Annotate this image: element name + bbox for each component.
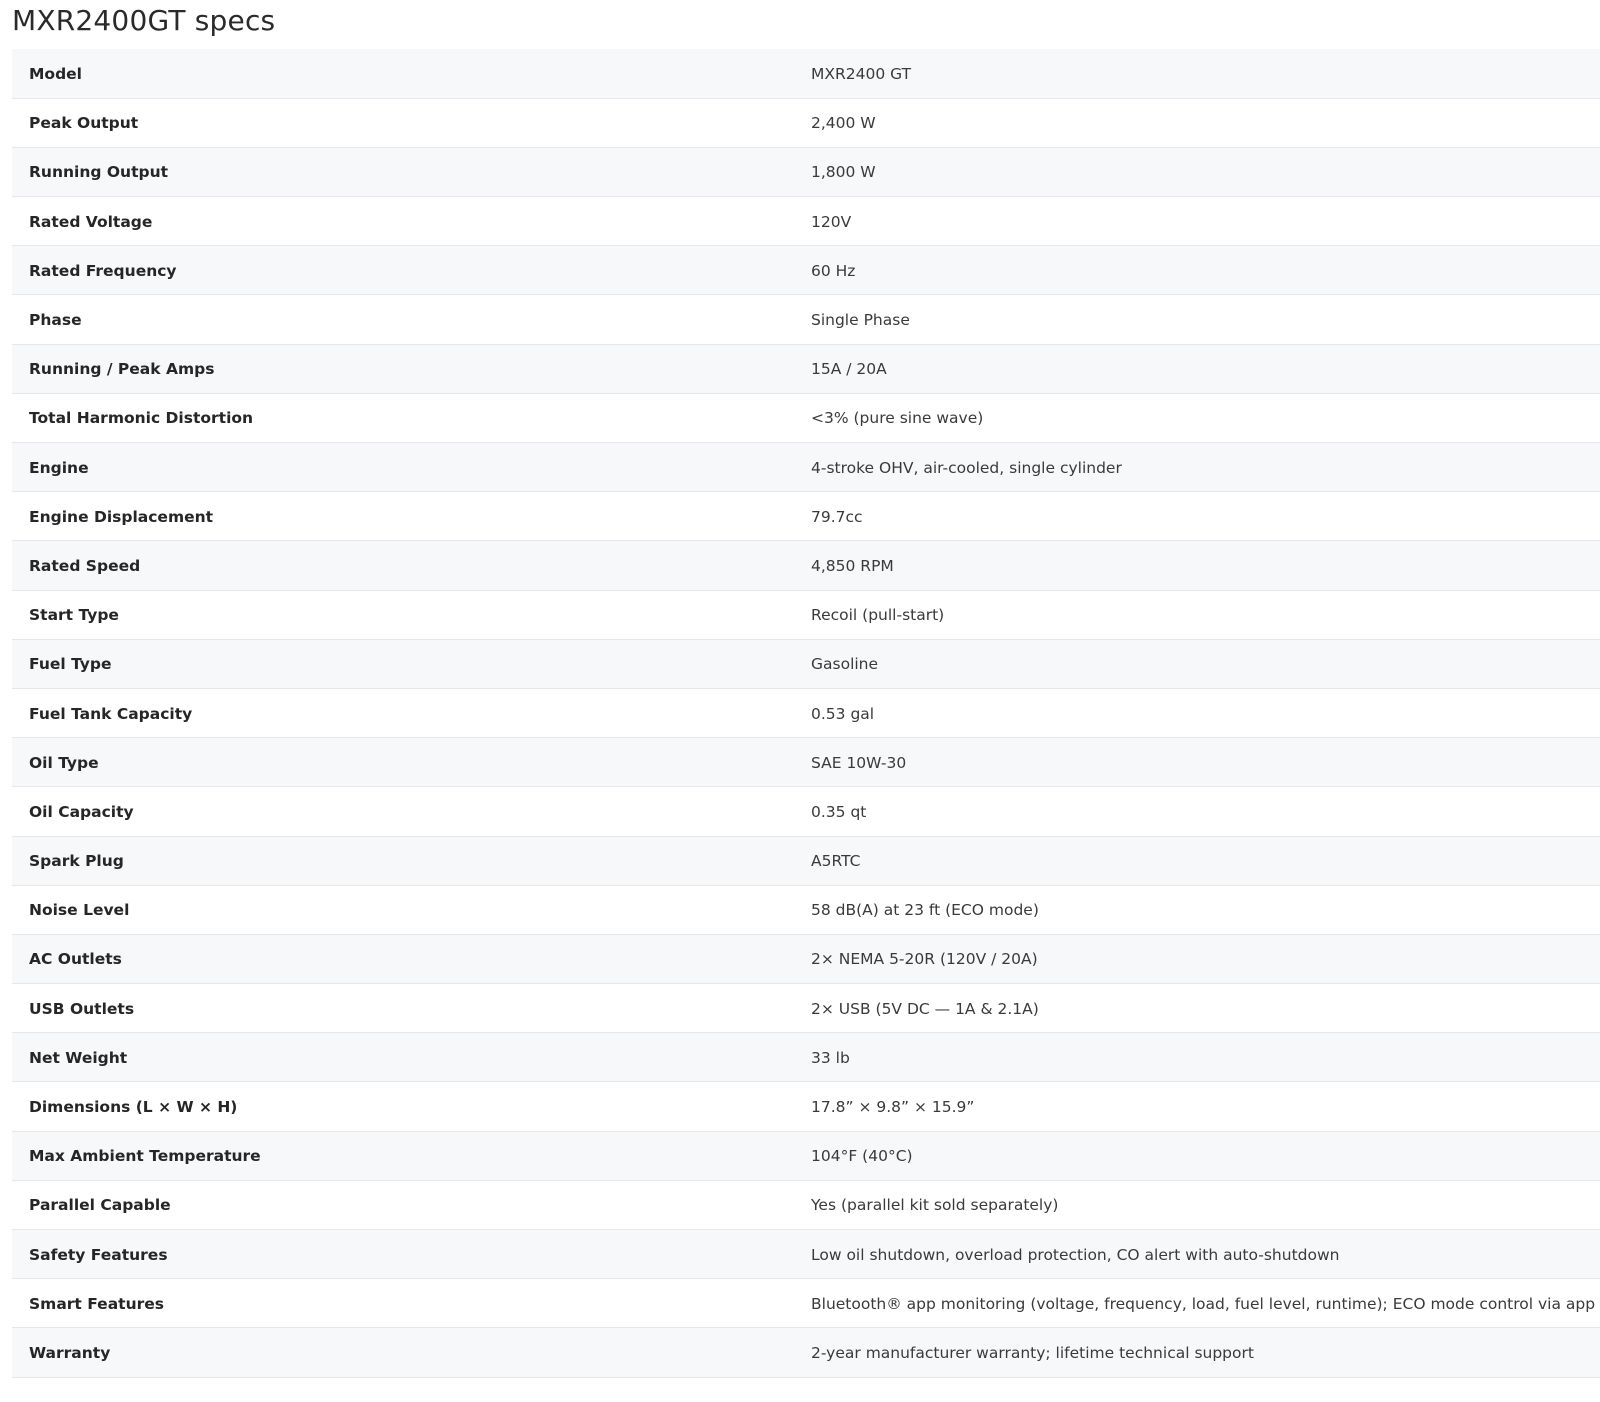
spec-label-cell	[12, 1082, 795, 1131]
spec-label-cell	[12, 541, 795, 590]
spec-value-cell	[795, 787, 1600, 836]
spec-label-cell	[12, 1180, 795, 1229]
spec-value: <3% (pure sine wave)	[811, 409, 984, 428]
spec-label-cell	[12, 344, 795, 393]
table-row	[12, 147, 1600, 196]
spec-label: AC Outlets	[29, 950, 122, 969]
spec-label: Noise Level	[29, 901, 130, 920]
table-row	[12, 885, 1600, 934]
spec-label-cell	[12, 246, 795, 295]
spec-value-cell	[795, 1033, 1600, 1082]
spec-label-cell	[12, 984, 795, 1033]
spec-value: 79.7cc	[811, 507, 863, 526]
spec-value-cell	[795, 197, 1600, 246]
table-row	[12, 1131, 1600, 1180]
spec-value: Single Phase	[811, 311, 910, 330]
table-row	[12, 1033, 1600, 1082]
table-row	[12, 443, 1600, 492]
spec-value-cell	[795, 98, 1600, 147]
table-row	[12, 98, 1600, 147]
spec-value: Low oil shutdown, overload protection, CO alert with auto-shutdown	[811, 1245, 1340, 1264]
spec-label: Smart Features	[29, 1294, 164, 1313]
spec-label-cell	[12, 1279, 795, 1328]
spec-label-cell	[12, 738, 795, 787]
spec-label-cell	[12, 443, 795, 492]
spec-label: Net Weight	[29, 1048, 128, 1067]
spec-value: Yes (parallel kit sold separately)	[811, 1196, 1059, 1215]
table-row	[12, 246, 1600, 295]
spec-label-cell	[12, 836, 795, 885]
spec-value-cell	[795, 1131, 1600, 1180]
spec-label-cell	[12, 393, 795, 442]
spec-value: 104°F (40°C)	[811, 1147, 913, 1166]
spec-value: Bluetooth® app monitoring (voltage, frequency, load, fuel level, runtime); ECO mode control via app	[811, 1294, 1596, 1313]
spec-value: Recoil (pull-start)	[811, 606, 945, 625]
table-row	[12, 836, 1600, 885]
spec-label-cell	[12, 1131, 795, 1180]
spec-label-cell	[12, 1230, 795, 1279]
spec-label: Oil Type	[29, 753, 99, 772]
table-row	[12, 1180, 1600, 1229]
spec-label: Warranty	[29, 1343, 111, 1362]
spec-value: MXR2400 GT	[811, 64, 912, 83]
spec-value: 33 lb	[811, 1048, 850, 1067]
spec-value-cell	[795, 836, 1600, 885]
spec-label: Spark Plug	[29, 852, 124, 871]
spec-value-cell	[795, 738, 1600, 787]
spec-label-cell	[12, 49, 795, 98]
spec-label-cell	[12, 1033, 795, 1082]
spec-label: Dimensions (L × W × H)	[29, 1098, 238, 1117]
spec-value: 60 Hz	[811, 261, 856, 280]
spec-label: Parallel Capable	[29, 1196, 171, 1215]
table-row	[12, 738, 1600, 787]
spec-value: A5RTC	[811, 852, 861, 871]
spec-value: 15A / 20A	[811, 360, 887, 379]
spec-value: 120V	[811, 212, 852, 231]
spec-label: Rated Speed	[29, 556, 141, 575]
spec-label: Start Type	[29, 606, 119, 625]
spec-label-cell	[12, 147, 795, 196]
spec-label-cell	[12, 492, 795, 541]
spec-label: Rated Frequency	[29, 261, 177, 280]
table-row	[12, 393, 1600, 442]
table-row	[12, 1279, 1600, 1328]
spec-value-cell	[795, 639, 1600, 688]
spec-label: Peak Output	[29, 114, 139, 133]
table-row	[12, 639, 1600, 688]
spec-label-cell	[12, 98, 795, 147]
spec-label: Total Harmonic Distortion	[29, 409, 254, 428]
spec-value-cell	[795, 934, 1600, 983]
spec-label: Fuel Type	[29, 655, 112, 674]
table-row	[12, 492, 1600, 541]
spec-value: 17.8” × 9.8” × 15.9”	[811, 1098, 975, 1117]
spec-label: Engine Displacement	[29, 507, 214, 526]
spec-value-cell	[795, 984, 1600, 1033]
spec-label: Oil Capacity	[29, 802, 134, 821]
spec-label-cell	[12, 934, 795, 983]
spec-value: 0.53 gal	[811, 704, 875, 723]
spec-value-cell	[795, 393, 1600, 442]
spec-value: SAE 10W-30	[811, 753, 907, 772]
spec-label-cell	[12, 639, 795, 688]
table-row	[12, 295, 1600, 344]
table-row	[12, 934, 1600, 983]
spec-label-cell	[12, 688, 795, 737]
table-row	[12, 1230, 1600, 1279]
spec-value: 2,400 W	[811, 114, 876, 133]
specs-table-body	[12, 49, 1600, 1377]
spec-label: Safety Features	[29, 1245, 168, 1264]
table-row	[12, 787, 1600, 836]
spec-value-cell	[795, 49, 1600, 98]
spec-value-cell	[795, 1230, 1600, 1279]
spec-value: 0.35 qt	[811, 802, 867, 821]
spec-value-cell	[795, 443, 1600, 492]
spec-label: Engine	[29, 458, 89, 477]
spec-label-cell	[12, 197, 795, 246]
spec-value-cell	[795, 295, 1600, 344]
spec-label: Max Ambient Temperature	[29, 1147, 261, 1166]
spec-value-cell	[795, 688, 1600, 737]
spec-value: 4-stroke OHV, air-cooled, single cylinder	[811, 458, 1122, 477]
spec-label: USB Outlets	[29, 999, 135, 1018]
spec-label: Running / Peak Amps	[29, 360, 215, 379]
spec-label-cell	[12, 885, 795, 934]
spec-value: 2-year manufacturer warranty; lifetime technical support	[811, 1343, 1254, 1362]
spec-value-cell	[795, 885, 1600, 934]
spec-value: 1,800 W	[811, 163, 876, 182]
table-row	[12, 541, 1600, 590]
spec-label: Model	[29, 64, 82, 83]
spec-value-cell	[795, 1180, 1600, 1229]
spec-value-cell	[795, 344, 1600, 393]
spec-value-cell	[795, 1082, 1600, 1131]
table-row	[12, 688, 1600, 737]
spec-value: 4,850 RPM	[811, 556, 894, 575]
spec-label: Running Output	[29, 163, 169, 182]
spec-label-cell	[12, 1328, 795, 1377]
spec-label-cell	[12, 590, 795, 639]
spec-label-cell	[12, 787, 795, 836]
spec-value-cell	[795, 492, 1600, 541]
table-row	[12, 984, 1600, 1033]
spec-value: 58 dB(A) at 23 ft (ECO mode)	[811, 901, 1039, 920]
table-row	[12, 1328, 1600, 1377]
spec-label-cell	[12, 295, 795, 344]
spec-label: Phase	[29, 311, 82, 330]
table-row	[12, 49, 1600, 98]
spec-label: Fuel Tank Capacity	[29, 704, 193, 723]
spec-value: 2× NEMA 5-20R (120V / 20A)	[811, 950, 1038, 969]
spec-value-cell	[795, 1279, 1600, 1328]
table-row	[12, 590, 1600, 639]
spec-value-cell	[795, 1328, 1600, 1377]
specs-table	[12, 49, 1600, 1378]
spec-value-cell	[795, 246, 1600, 295]
spec-value-cell	[795, 541, 1600, 590]
table-row	[12, 1082, 1600, 1131]
spec-value-cell	[795, 147, 1600, 196]
page-title: MXR2400GT specs	[12, 4, 276, 37]
table-row	[12, 344, 1600, 393]
spec-value: Gasoline	[811, 655, 879, 674]
spec-value: 2× USB (5V DC — 1A & 2.1A)	[811, 999, 1039, 1018]
spec-label: Rated Voltage	[29, 212, 153, 231]
table-row	[12, 197, 1600, 246]
spec-value-cell	[795, 590, 1600, 639]
